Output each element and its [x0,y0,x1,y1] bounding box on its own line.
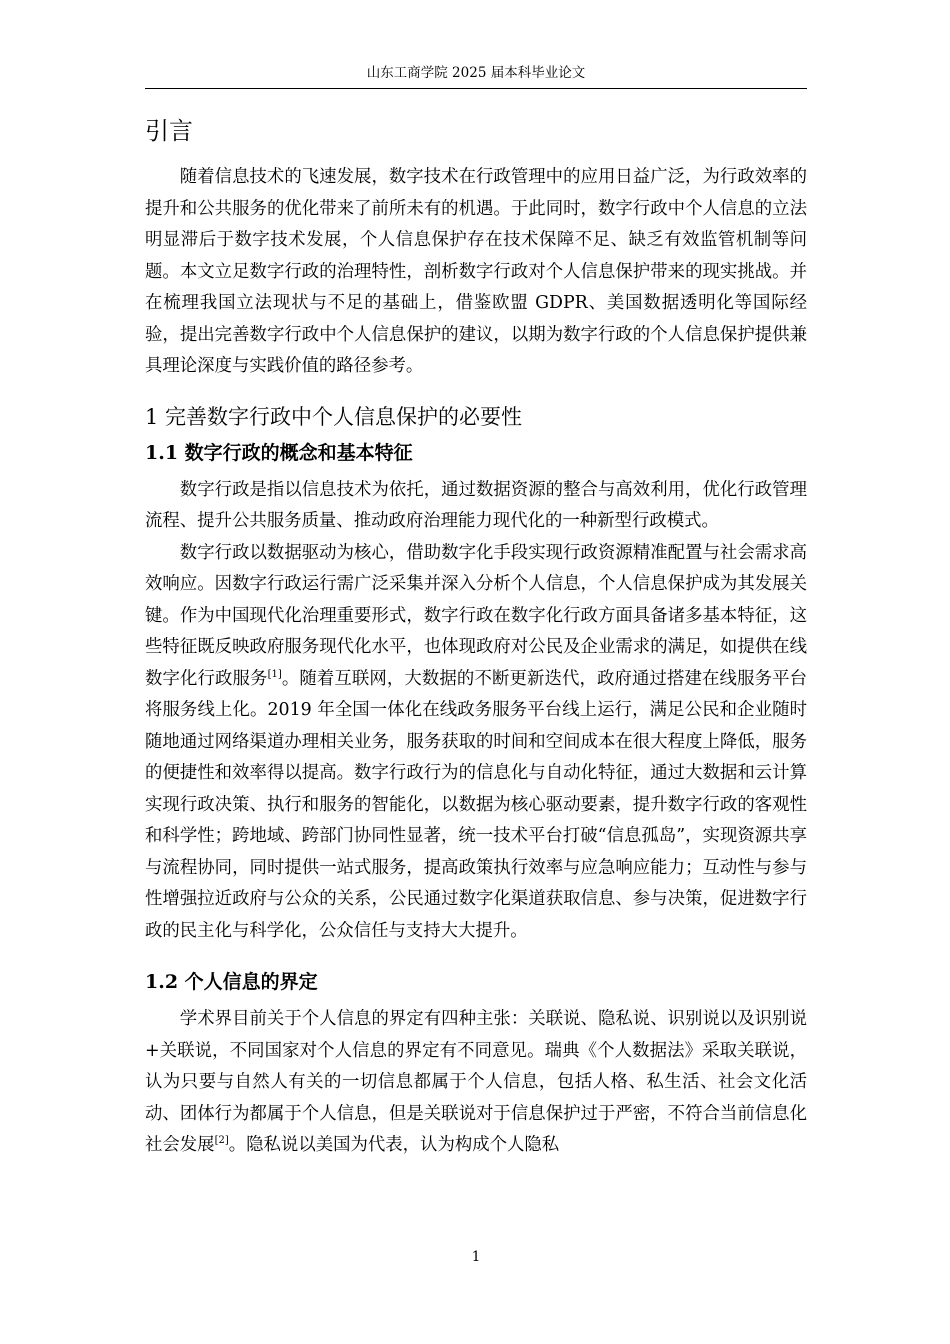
paragraph-text: 数字行政以数据驱动为核心，借助数字化手段实现行政资源精准配置与社会需求高效响应。因数字行政运行需广泛采集并深入分析个人信息，个人信息保护成为其发展关键。作为中国现代化治理重要形式，数字行政在数字化行政方面具备诸多基本特征，这些特征既反映政府服务现代化水平，也体现政府对公民及企业需求的满足，如提供在线数字化行政服务 [145,542,807,689]
section-1-1-paragraph-2 [145,538,807,948]
section-1-heading: 1 完善数字行政中个人信息保护的必要性 [145,404,523,429]
section-1-1-paragraph-1: 数字行政是指以信息技术为依托，通过数据资源的整合与高效利用，优化行政管理流程、提升公共服务质量、推动政府治理能力现代化的一种新型行政模式。 [145,479,807,531]
section-1-1-heading: 1.1 数字行政的概念和基本特征 [145,441,413,464]
running-header: 山东工商学院 2025 届本科毕业论文 [366,65,586,81]
section-1-2-heading: 1.2 个人信息的界定 [145,971,318,993]
paragraph-text: 。随着互联网，大数据的不断更新迭代，政府通过搭建在线服务平台将服务线上化。2019 年全国一体化在线政务服务平台线上运行，满足公民和企业随时随地通过网络渠道办理相关业务，服务获取的时间和空间成本在很大程度上降低，服务的便捷性和效率得以提高。数字行政行为的信息化与自动化特征，通过大数据和云计算实现行政决策、执行和服务的智能化，以数据为核心驱动要素，提升数字行政的客观性和科学性；跨地域、跨部门协同性显著，统一技术平台打破“信息孤岛”，实现资源共享与流程协同，同时提供一站式服务，提高政策执行效率与应急响应能力；互动性与参与性增强拉近政府与公众的关系，公民通过数字化渠道获取信息、参与决策，促进数字行政的民主化与科学化，公众信任与支持大大提升。 [145,668,807,941]
section-1-2-paragraph-1 [145,1004,807,1162]
paragraph-text: 学术界目前关于个人信息的界定有四种主张：关联说、隐私说、识别说以及识别说+关联说，不同国家对个人信息的界定有不同意见。瑞典《个人数据法》采取关联说，认为只要与自然人有关的一切信息都属于个人信息，包括人格、私生活、社会文化活动、团体行为都属于个人信息，但是关联说对于信息保护过于严密，不符合当前信息化社会发展 [145,1009,807,1155]
citation-2: [2] [214,1135,229,1147]
page-number: 1 [471,1249,481,1265]
citation-1: [1] [267,668,282,680]
header-rule [145,88,807,89]
paragraph-text: 。隐私说以美国为代表，认为构成个人隐私 [228,1135,560,1155]
page-body [145,112,807,1162]
intro-heading: 引言 [145,117,193,145]
intro-paragraph: 随着信息技术的飞速发展，数字技术在行政管理中的应用日益广泛，为行政效率的提升和公共服务的优化带来了前所未有的机遇。于此同时，数字行政中个人信息的立法明显滞后于数字技术发展，个人信息保护存在技术保障不足、缺乏有效监管机制等问题。本文立足数字行政的治理特性，剖析数字行政对个人信息保护带来的现实挑战。并在梳理我国立法现状与不足的基础上，借鉴欧盟 GDPR、美国数据透明化等国际经验，提出完善数字行政中个人信息保护的建议，以期为数字行政的个人信息保护提供兼具理论深度与实践价值的路径参考。 [145,167,807,376]
